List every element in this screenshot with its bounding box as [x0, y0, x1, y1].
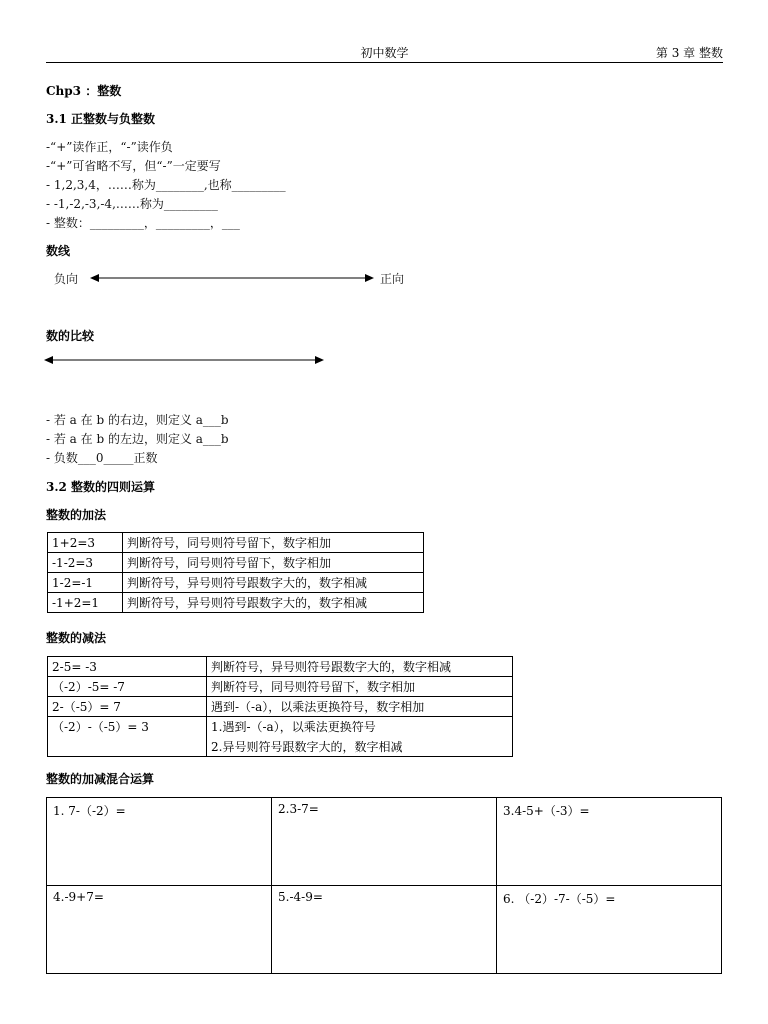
subtraction-rule-step: 2.异号则符号跟数字大的，数字相减: [211, 740, 403, 754]
subtraction-rule: 判断符号，同号则符号留下，数字相加: [207, 677, 513, 697]
addition-expression: -1+2=1: [48, 593, 123, 613]
addition-rule: 判断符号，同号则符号留下，数字相加: [123, 533, 424, 553]
comparison-title: 数的比较: [46, 329, 95, 343]
subtraction-rule: 判断符号，异号则符号跟数字大的，数字相减: [207, 657, 513, 677]
section-1-line: -“+”可省略不写，但“-”一定要写: [46, 159, 221, 173]
subtraction-title: 整数的减法: [46, 631, 107, 645]
comparison-line: - 若 a 在 b 的右边，则定义 a___b: [46, 413, 229, 427]
subtraction-rule-step: 1.遇到-（-a），以乘法更换符号: [211, 720, 376, 734]
section-1-line: - -1,-2,-3,-4,……称为_________: [46, 197, 218, 211]
table-row: [47, 798, 722, 886]
subtraction-expression: 2-（-5）= 7: [48, 697, 207, 717]
exercise-cell: 1. 7-（-2）=: [47, 798, 272, 886]
table-row: [48, 657, 513, 677]
negative-direction-label: 负向: [54, 272, 79, 286]
subtraction-expression: （-2）-（-5）= 3: [48, 717, 207, 757]
subtraction-expression: （-2）-5= -7: [48, 677, 207, 697]
header-chapter: 第 3 章 整数: [655, 46, 723, 60]
addition-expression: 1-2=-1: [48, 573, 123, 593]
subtraction-expression: 2-5= -3: [48, 657, 207, 677]
exercise-cell: 4.-9+7=: [47, 886, 272, 974]
addition-rule: 判断符号，异号则符号跟数字大的，数字相减: [123, 593, 424, 613]
subtraction-rule-multi: [207, 717, 513, 757]
addition-rule: 判断符号，同号则符号留下，数字相加: [123, 553, 424, 573]
exercise-cell: 5.-4-9=: [272, 886, 497, 974]
section-1-line: - 整数：_________，_________，___: [46, 216, 240, 230]
table-row: [48, 677, 513, 697]
subtraction-rule: 遇到-（-a），以乘法更换符号，数字相加: [207, 697, 513, 717]
table-row: [48, 533, 424, 553]
addition-expression: -1-2=3: [48, 553, 123, 573]
table-row: [48, 697, 513, 717]
addition-rule: 判断符号，异号则符号跟数字大的，数字相减: [123, 573, 424, 593]
page-header: [46, 44, 723, 63]
exercise-grid: [46, 797, 722, 974]
comparison-line: - 负数___0_____正数: [46, 451, 158, 465]
chapter-title: Chp3 ：整数: [46, 84, 122, 98]
table-row: [47, 886, 722, 974]
positive-direction-label: 正向: [380, 272, 405, 286]
subtraction-table: [47, 656, 513, 757]
table-row: [48, 717, 513, 757]
addition-title: 整数的加法: [46, 508, 107, 522]
section-1-line: - 1,2,3,4，……称为________,也称_________: [46, 178, 286, 192]
exercise-cell: 2.3-7=: [272, 798, 497, 886]
header-subject: 初中数学: [360, 46, 409, 60]
addition-table: [47, 532, 424, 613]
addition-expression: 1+2=3: [48, 533, 123, 553]
table-row: [48, 573, 424, 593]
section-1-title: 3.1 正整数与负整数: [46, 112, 156, 126]
number-line-arrow: [90, 271, 374, 285]
comparison-arrow: [44, 353, 324, 367]
section-2-title: 3.2 整数的四则运算: [46, 480, 156, 494]
mixed-title: 整数的加减混合运算: [46, 772, 155, 786]
exercise-cell: 3.4-5+（-3）=: [497, 798, 722, 886]
table-row: [48, 553, 424, 573]
exercise-cell: 6. （-2）-7-（-5）=: [497, 886, 722, 974]
section-1-line: -“+”读作正，“-”读作负: [46, 140, 173, 154]
comparison-line: - 若 a 在 b 的左边，则定义 a___b: [46, 432, 229, 446]
table-row: [48, 593, 424, 613]
number-line-title: 数线: [46, 244, 71, 258]
